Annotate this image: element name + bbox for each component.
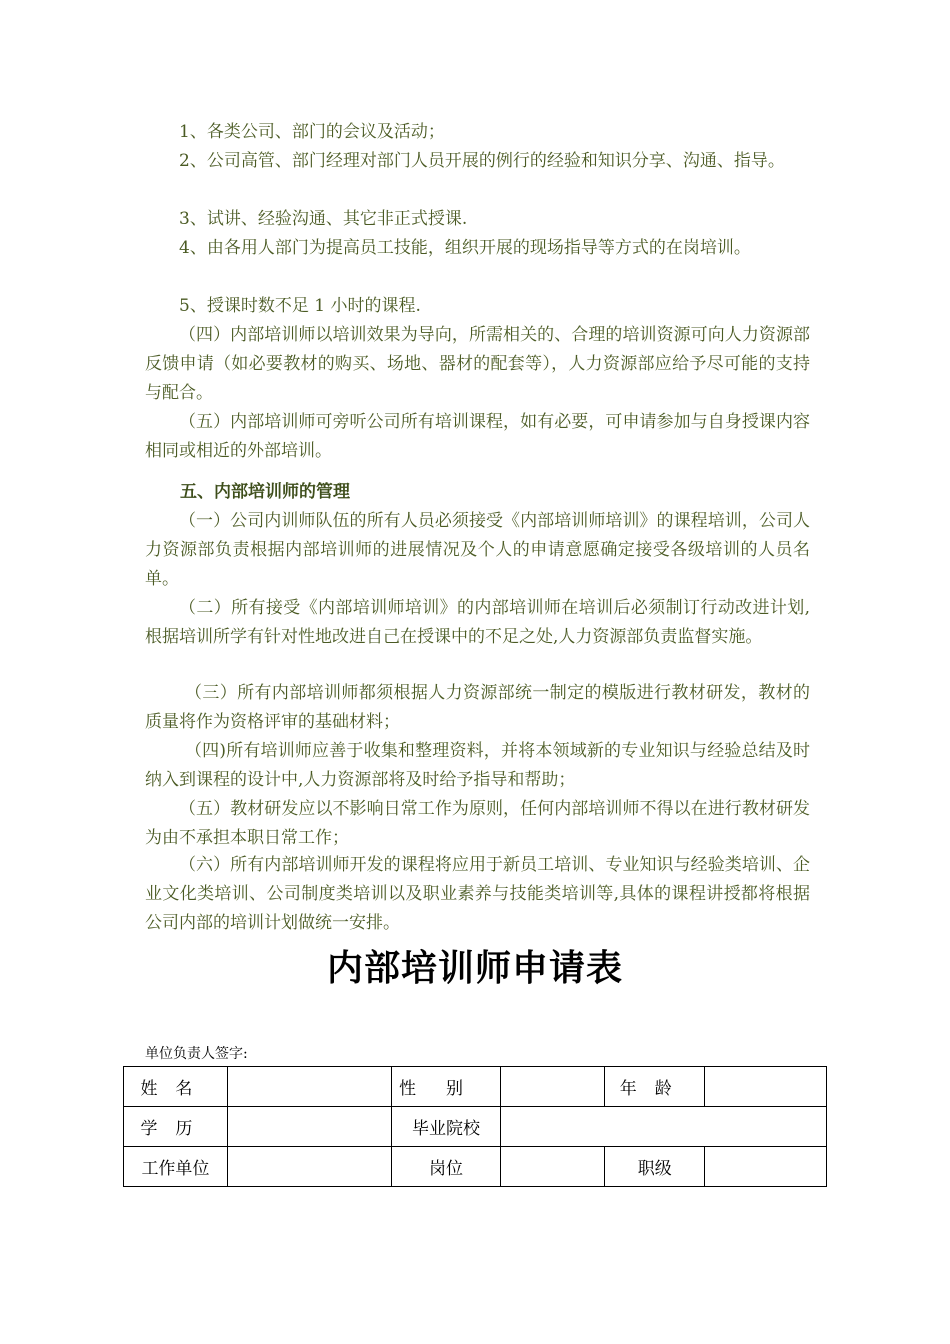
age-field[interactable]	[705, 1067, 827, 1107]
name-field[interactable]	[227, 1067, 391, 1107]
table-row	[124, 1067, 827, 1107]
gender-field[interactable]	[501, 1067, 605, 1107]
clause-5: （五）内部培训师可旁听公司所有培训课程，如有必要，可申请参加与自身授课内容相同或相近的外部培训。	[145, 412, 810, 461]
school-label: 毕业院校	[391, 1107, 501, 1147]
position-field[interactable]	[501, 1147, 605, 1187]
school-field[interactable]	[501, 1107, 827, 1147]
management-clause-5: （五）教材研发应以不影响日常工作为原则，任何内部培训师不得以在进行教材研发为由不承担本职日常工作；	[145, 799, 810, 848]
work-unit-label: 工作单位	[124, 1147, 228, 1187]
list-item-4: 4、由各用人部门为提高员工技能，组织开展的现场指导等方式的在岗培训。	[179, 238, 751, 258]
age-label: 年龄	[605, 1067, 705, 1107]
rank-field[interactable]	[705, 1147, 827, 1187]
table-row	[124, 1107, 827, 1147]
management-clause-6: （六）所有内部培训师开发的课程将应用于新员工培训、专业知识与经验类培训、企业文化类培训、公司制度类培训以及职业素养与技能类培训等,具体的课程讲授都将根据公司内部的培训计划做统一安排。	[145, 855, 810, 933]
table-row	[124, 1147, 827, 1187]
signature-label: 单位负责人签字:	[145, 1046, 248, 1062]
list-item-1: 1、各类公司、部门的会议及活动；	[179, 122, 445, 142]
position-label: 岗位	[391, 1147, 501, 1187]
education-field[interactable]	[227, 1107, 391, 1147]
gender-label: 性别	[391, 1067, 501, 1107]
application-form-table	[123, 1066, 827, 1187]
rank-label: 职级	[605, 1147, 705, 1187]
management-clause-4: （四)所有培训师应善于收集和整理资料，并将本领域新的专业知识与经验总结及时纳入到课程的设计中,人力资源部将及时给予指导和帮助；	[145, 741, 810, 790]
section-heading: 五、内部培训师的管理	[180, 482, 350, 502]
management-clause-1: （一）公司内训师队伍的所有人员必须接受《内部培训师培训》的课程培训，公司人力资源部负责根据内部培训师的进展情况及个人的申请意愿确定接受各级培训的人员名单。	[145, 511, 810, 589]
name-label: 姓名	[124, 1067, 228, 1107]
list-item-5: 5、授课时数不足 1 小时的课程.	[179, 296, 421, 316]
work-unit-field[interactable]	[227, 1147, 391, 1187]
form-title: 内部培训师申请表	[326, 948, 623, 989]
management-clause-3: （三）所有内部培训师都须根据人力资源部统一制定的模版进行教材研发，教材的质量将作为资格评审的基础材料；	[145, 683, 810, 732]
list-item-3: 3、试讲、经验沟通、其它非正式授课.	[179, 209, 468, 229]
list-item-2: 2、公司高管、部门经理对部门人员开展的例行的经验和知识分享、沟通、指导。	[179, 151, 785, 171]
management-clause-2: （二）所有接受《内部培训师培训》的内部培训师在培训后必须制订行动改进计划,根据培训所学有针对性地改进自己在授课中的不足之处,人力资源部负责监督实施。	[145, 598, 810, 647]
clause-4: （四）内部培训师以培训效果为导向，所需相关的、合理的培训资源可向人力资源部反馈申请（如必要教材的购买、场地、器材的配套等），人力资源部应给予尽可能的支持与配合。	[145, 325, 810, 403]
education-label: 学历	[124, 1107, 228, 1147]
